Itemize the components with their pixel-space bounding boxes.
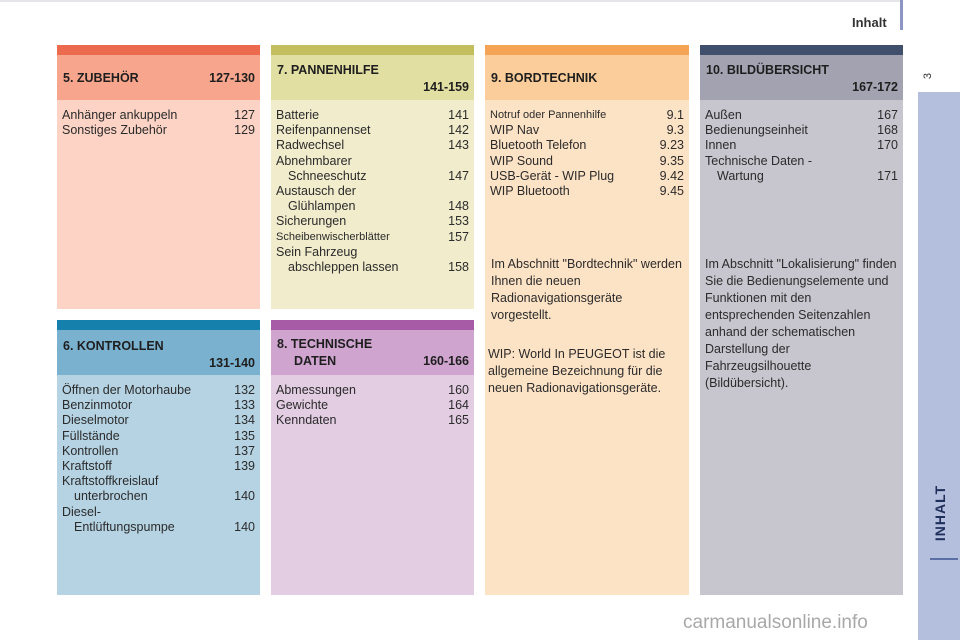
side-tab-underline — [930, 558, 958, 560]
toc-entry-label: Batterie — [276, 108, 320, 122]
toc-entry[interactable] — [276, 108, 469, 123]
toc-entry-page: 9.23 — [659, 138, 684, 153]
toc-list — [276, 383, 469, 429]
toc-entry — [62, 474, 255, 489]
toc-entry-page — [465, 154, 469, 169]
toc-entry[interactable] — [490, 184, 684, 199]
side-tab-label: INHALT — [932, 484, 948, 542]
toc-entry-label: Außen — [705, 108, 742, 122]
toc-entry-label: Anhänger ankuppeln — [62, 108, 178, 122]
toc-entry-label: Scheibenwischerblätter — [276, 230, 390, 243]
toc-entry-label: Radwechsel — [276, 138, 345, 153]
toc-entry[interactable] — [490, 123, 684, 138]
toc-entry-page: 157 — [448, 229, 469, 244]
section-body — [57, 375, 260, 595]
section-title: 6. KONTROLLEN — [63, 339, 164, 353]
toc-entry-page: 165 — [448, 413, 469, 428]
toc-entry-label: abschleppen lassen — [288, 260, 399, 275]
toc-list — [62, 383, 255, 535]
section-zubehoer — [57, 45, 260, 309]
toc-entry[interactable] — [276, 383, 469, 398]
toc-entry-page: 171 — [877, 168, 898, 183]
toc-entry-label: Glühlampen — [288, 199, 356, 214]
toc-entry — [276, 154, 469, 169]
toc-entry-label: Notruf oder Pannenhilfe — [490, 109, 607, 121]
toc-entry[interactable] — [62, 520, 255, 535]
toc-entry-label: Dieselmotor — [62, 413, 129, 428]
toc-entry-label: Technische Daten - — [705, 153, 813, 168]
toc-entry[interactable] — [276, 123, 469, 138]
toc-entry-page: 9.3 — [666, 123, 684, 138]
toc-list — [705, 108, 898, 184]
section-header[interactable] — [271, 330, 474, 375]
wip-definition-note: WIP: World In PEUGEOT ist die allgemeine Bezeichnung für die neuen Radionavigationsgeräte. — [488, 347, 666, 395]
section-body — [700, 100, 903, 595]
toc-entry-page: 9.42 — [659, 168, 684, 183]
section-bilduebersicht — [700, 45, 903, 595]
section-color-strip — [271, 45, 474, 55]
toc-entry-label: Innen — [705, 138, 737, 153]
toc-entry-page: 141 — [448, 108, 469, 122]
toc-entry-label: Abmessungen — [276, 383, 356, 397]
section-page-range: 127-130 — [209, 71, 255, 85]
section-page-range: 141-159 — [423, 80, 469, 94]
toc-entry-label: Kenndaten — [276, 413, 337, 428]
section-bordtechnik — [485, 45, 689, 595]
toc-entry-page: 9.35 — [659, 153, 684, 168]
toc-entry-label: Schneeschutz — [288, 168, 367, 183]
toc-entry-page — [251, 505, 255, 520]
toc-entry-page: 147 — [448, 168, 469, 183]
toc-entry-page — [465, 245, 469, 260]
toc-list — [62, 108, 255, 138]
section-body — [57, 100, 260, 309]
toc-entry-label: Wartung — [717, 168, 764, 183]
toc-entry-page: 158 — [448, 260, 469, 275]
toc-entry-label: WIP Sound — [490, 153, 554, 168]
toc-entry-page: 9.1 — [666, 108, 684, 122]
toc-entry-page: 160 — [448, 383, 469, 397]
toc-entry[interactable] — [276, 230, 469, 245]
toc-entry-label: Öffnen der Motorhaube — [62, 383, 192, 397]
section-page-range: 160-166 — [423, 354, 469, 368]
toc-entry-label: Sonstiges Zubehör — [62, 123, 167, 138]
toc-entry[interactable] — [490, 138, 684, 153]
toc-entry[interactable] — [62, 123, 255, 138]
toc-entry-label: Bedienungseinheit — [705, 123, 808, 138]
section-page-range: 131-140 — [209, 356, 255, 370]
toc-entry[interactable] — [276, 413, 469, 428]
toc-entry[interactable] — [62, 444, 255, 459]
section-body — [271, 100, 474, 309]
section-pannenhilfe — [271, 45, 474, 309]
toc-entry-label: Kontrollen — [62, 443, 119, 458]
toc-entry[interactable] — [62, 429, 255, 444]
toc-entry[interactable] — [276, 214, 469, 229]
toc-entry[interactable] — [62, 413, 255, 428]
toc-entry-label: Kraftstoffkreislauf — [62, 474, 159, 489]
toc-entry[interactable] — [62, 398, 255, 413]
section-title: 5. ZUBEHÖR — [63, 71, 139, 85]
section-header[interactable] — [57, 55, 260, 100]
toc-entry[interactable] — [276, 260, 469, 275]
section-title: 7. PANNENHILFE — [277, 63, 379, 77]
toc-entry[interactable] — [276, 169, 469, 184]
header-divider — [900, 0, 903, 30]
toc-entry-label: unterbrochen — [74, 489, 148, 504]
toc-entry-label: Sein Fahrzeug — [276, 244, 358, 259]
toc-entry-page: 140 — [234, 519, 255, 534]
toc-entry-label: Sicherungen — [276, 214, 347, 229]
toc-entry-label: Benzinmotor — [62, 398, 133, 413]
section-title: 9. BORDTECHNIK — [491, 71, 598, 85]
toc-entry-label: Abnehmbarer — [276, 153, 352, 168]
toc-entry-page: 127 — [234, 108, 255, 122]
toc-entry — [62, 505, 255, 520]
toc-entry-page — [251, 474, 255, 489]
toc-entry-page: 129 — [234, 123, 255, 138]
section-header[interactable] — [700, 55, 903, 100]
toc-entry[interactable] — [490, 169, 684, 184]
toc-entry-page: 9.45 — [659, 184, 684, 199]
toc-entry — [705, 154, 898, 169]
toc-entry-page: 140 — [234, 489, 255, 504]
toc-entry-page: 148 — [448, 199, 469, 214]
toc-entry-page: 132 — [234, 383, 255, 397]
toc-entry-label: Diesel- — [62, 504, 101, 519]
toc-entry[interactable] — [705, 108, 898, 123]
toc-entry-page: 134 — [234, 413, 255, 428]
toc-entry-page — [465, 184, 469, 199]
section-header[interactable] — [271, 55, 474, 100]
toc-entry-label: Entlüftungspumpe — [74, 519, 175, 534]
toc-entry-label: Kraftstoff — [62, 459, 112, 474]
toc-entry[interactable] — [276, 138, 469, 153]
section-title-line2: DATEN — [294, 354, 337, 368]
section-color-strip — [271, 320, 474, 330]
toc-entry — [276, 245, 469, 260]
toc-entry-page: 153 — [448, 214, 469, 229]
toc-entry-page: 164 — [448, 398, 469, 413]
bordtechnik-note: Im Abschnitt "Bordtechnik" werden Ihnen die neuen Radionavigationsgeräte vorgestellt. — [491, 257, 682, 322]
toc-entry-page: 133 — [234, 398, 255, 413]
section-title: 10. BILDÜBERSICHT — [706, 63, 829, 77]
section-color-strip — [57, 45, 260, 55]
section-kontrollen — [57, 320, 260, 595]
watermark: carmanualsonline.info — [683, 612, 868, 633]
toc-entry-label: Füllstände — [62, 428, 120, 443]
section-title: 8. TECHNISCHE — [277, 337, 373, 351]
toc-entry[interactable] — [276, 199, 469, 214]
section-color-strip — [57, 320, 260, 330]
section-color-strip — [700, 45, 903, 55]
toc-list — [490, 108, 684, 199]
toc-entry-label: Gewichte — [276, 398, 329, 413]
toc-entry-page: 142 — [448, 123, 469, 138]
section-header[interactable] — [485, 55, 689, 100]
page-header-title: Inhalt — [852, 15, 887, 30]
toc-entry-label: Reifenpannenset — [276, 123, 371, 138]
toc-entry-label: Bluetooth Telefon — [490, 138, 587, 153]
section-header[interactable] — [57, 330, 260, 375]
toc-entry[interactable] — [62, 108, 255, 123]
toc-entry[interactable] — [276, 398, 469, 413]
toc-entry[interactable] — [490, 154, 684, 169]
section-color-strip — [485, 45, 689, 55]
section-body — [485, 100, 689, 595]
toc-entry[interactable] — [705, 169, 898, 184]
toc-entry[interactable] — [705, 138, 898, 153]
toc-entry-page: 137 — [234, 443, 255, 458]
toc-entry-page — [894, 154, 898, 169]
page-number: 3 — [922, 72, 935, 80]
top-rule — [0, 0, 903, 2]
lokalisierung-note: Im Abschnitt "Lokalisierung" finden Sie die Bedienungselemente und Funktionen mit den entsprechenden Seitenzahlen anhand der schematischen Darstellung der Fahrzeugsilhouette (Bildübersicht). — [705, 257, 897, 390]
toc-entry-label: Austausch der — [276, 184, 356, 199]
toc-entry-label: WIP Bluetooth — [490, 184, 570, 199]
toc-entry[interactable] — [705, 123, 898, 138]
toc-entry-page: 170 — [877, 138, 898, 153]
toc-entry-label: USB-Gerät - WIP Plug — [490, 168, 615, 183]
toc-entry-page: 135 — [234, 428, 255, 443]
toc-entry-label: WIP Nav — [490, 123, 540, 138]
section-body — [271, 375, 474, 595]
toc-entry[interactable] — [490, 108, 684, 123]
toc-entry-page: 139 — [234, 459, 255, 474]
toc-entry-page: 167 — [877, 108, 898, 122]
toc-entry-page: 168 — [877, 123, 898, 138]
toc-entry-page: 143 — [448, 138, 469, 153]
toc-entry[interactable] — [62, 489, 255, 504]
toc-entry[interactable] — [62, 383, 255, 398]
section-page-range: 167-172 — [852, 80, 898, 94]
section-technische-daten — [271, 320, 474, 595]
toc-list — [276, 108, 469, 275]
toc-entry — [276, 184, 469, 199]
toc-entry[interactable] — [62, 459, 255, 474]
